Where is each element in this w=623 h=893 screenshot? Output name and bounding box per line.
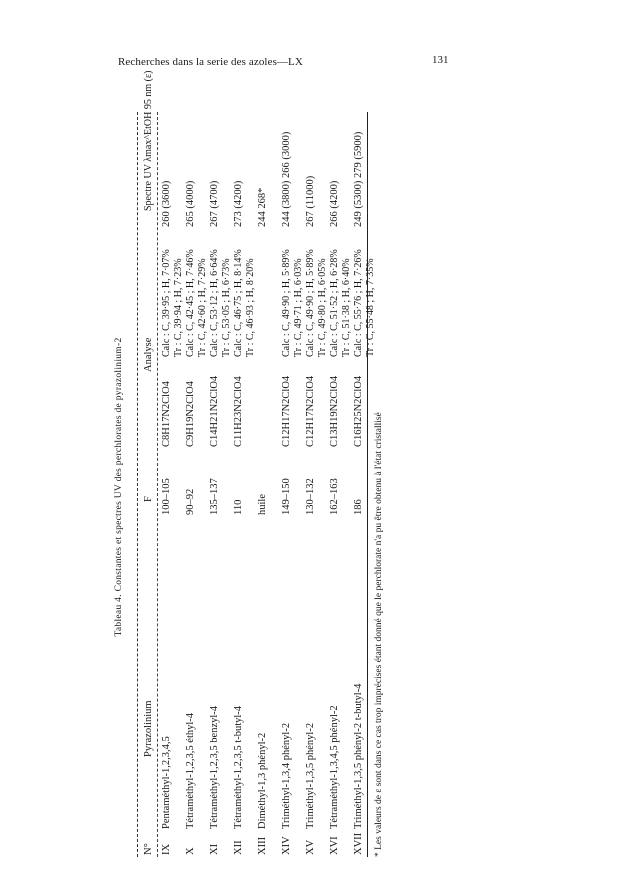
column-header-no: N° — [143, 843, 154, 855]
analysis-calc: Calc : C, 53·12 ; H, 6·64% — [209, 249, 220, 357]
uv-spectrum: 260 (3600) — [161, 180, 172, 227]
column-header-pyrazolinium: Pyrazolinium — [143, 700, 154, 757]
table-caption: Tableau 4. Constantes et spectres UV des perchlorates de pyrazolinium-2 — [114, 337, 124, 637]
analysis-found: Tr : C, 46·93 ; H, 8·20% — [244, 258, 256, 357]
table-body — [161, 97, 377, 877]
analysis — [185, 249, 208, 357]
melting-point: 130–132 — [305, 478, 316, 515]
analysis — [329, 249, 352, 357]
page-number: 131 — [432, 54, 449, 66]
melting-point: 90–92 — [185, 488, 196, 515]
molecular-formula: C12H17N2ClO4 — [305, 375, 316, 447]
melting-point: 100–105 — [161, 478, 172, 515]
compound-name: Triméthyl-1,3,4 phényl-2 — [281, 722, 292, 829]
molecular-formula: C14H21N2ClO4 — [209, 375, 220, 447]
analysis — [281, 249, 304, 357]
compound-name: Tétraméthyl-1,2,3,5 éthyl-4 — [185, 712, 196, 829]
compound-name: Tétraméthyl-1,2,3,5 benzyl-4 — [209, 705, 220, 829]
melting-point: 110 — [233, 499, 244, 515]
column-header-analyse: Analyse — [143, 337, 154, 372]
compound-number: XV — [305, 839, 316, 855]
compound-number: XII — [233, 840, 244, 855]
molecular-formula: C13H19N2ClO4 — [329, 375, 340, 447]
compound-name: Pentaméthyl-1,2,3,4,5 — [161, 736, 172, 829]
molecular-formula: C16H25N2ClO4 — [353, 375, 364, 447]
uv-spectrum: 273 (4200) — [233, 180, 244, 227]
analysis — [161, 249, 184, 357]
molecular-formula: C11H23N2ClO4 — [233, 376, 244, 447]
analysis — [233, 249, 256, 357]
molecular-formula: C8H17N2ClO4 — [161, 381, 172, 447]
table-row — [233, 97, 257, 877]
rotated-table — [99, 70, 399, 877]
compound-number: XIV — [281, 836, 292, 855]
analysis — [305, 249, 328, 357]
analysis-calc: Calc : C, 55·76 ; H, 7·26% — [353, 249, 364, 357]
compound-number: XIII — [257, 836, 268, 855]
melting-point: 186 — [353, 499, 364, 515]
compound-name: Triméthyl-1,3,5 phényl-2 t-butyl-4 — [353, 683, 364, 829]
running-title: Recherches dans la serie des azoles—LX — [118, 56, 303, 68]
table-header-rule — [157, 112, 158, 857]
table-row — [209, 97, 233, 877]
uv-spectrum: 267 (11000) — [305, 175, 316, 227]
analysis-found: Tr : C, 49·71 ; H, 6·03% — [292, 258, 304, 357]
analysis-calc: Calc : C, 46·75 ; H, 8·14% — [233, 249, 244, 357]
melting-point: 135–137 — [209, 478, 220, 515]
analysis-found: Tr : C, 49·80 ; H, 6·05% — [316, 258, 328, 357]
compound-number: X — [185, 847, 196, 855]
compound-name: Triméthyl-1,3,5 phényl-2 — [305, 722, 316, 829]
table-top-rule — [137, 112, 138, 857]
uv-spectrum: 244 268* — [257, 187, 268, 227]
table-row — [329, 97, 353, 877]
analysis-calc: Calc : C, 49·90 ; H, 5·89% — [281, 249, 292, 357]
compound-name: Tétraméthyl-1,3,4,5 phényl-2 — [329, 705, 340, 829]
compound-name: Diméthyl-1,3 phényl-2 — [257, 732, 268, 829]
table-row — [161, 97, 185, 877]
table-bottom-rule — [367, 112, 368, 857]
analysis-found: Tr : C, 39·94 ; H, 7·23% — [172, 258, 184, 357]
compound-name: Tétraméthyl-1,2,3,5 t-butyl-4 — [233, 705, 244, 829]
analysis-calc: Calc : C, 51·52 ; H, 6·28% — [329, 249, 340, 357]
uv-spectrum: 265 (4000) — [185, 180, 196, 227]
analysis-found: Tr : C, 51·38 ; H, 6·40% — [340, 258, 352, 357]
uv-spectrum: 244 (3800) 266 (3000) — [281, 131, 292, 227]
melting-point: huile — [257, 494, 268, 515]
analysis-found: Tr : C, 53·05 ; H, 6·73% — [220, 258, 232, 357]
analysis-found: Tr : C, 55·48 ; H, 7·35% — [364, 258, 376, 357]
column-header-f: F — [143, 496, 154, 502]
compound-number: XI — [209, 843, 220, 855]
uv-spectrum: 267 (4700) — [209, 180, 220, 227]
analysis — [209, 249, 232, 357]
page-header — [0, 50, 623, 70]
molecular-formula: C9H19N2ClO4 — [185, 381, 196, 447]
table-row — [305, 97, 329, 877]
column-header-spectre-uv: Spectre UV λmax^EtOH 95 nm (ε) — [143, 70, 154, 211]
uv-spectrum: 266 (4200) — [329, 180, 340, 227]
compound-number: XVII — [353, 832, 364, 855]
compound-number: XVI — [329, 836, 340, 855]
table-row — [281, 97, 305, 877]
molecular-formula: C12H17N2ClO4 — [281, 375, 292, 447]
melting-point: 162–163 — [329, 478, 340, 515]
table-row — [185, 97, 209, 877]
analysis-calc: Calc : C, 49·90 ; H, 5·89% — [305, 249, 316, 357]
table-row — [257, 97, 281, 877]
melting-point: 149–150 — [281, 478, 292, 515]
compound-number: IX — [161, 843, 172, 855]
table-footnote: * Les valeurs de ε sont dans ce cas trop imprécises étant donné que le perchlorate n'a pu être obtenu à l'état cristallisé — [374, 412, 384, 857]
uv-spectrum: 249 (5300) 279 (5900) — [353, 131, 364, 227]
analysis-found: Tr : C, 42·60 ; H, 7·29% — [196, 258, 208, 357]
analysis-calc: Calc : C, 39·95 ; H, 7·07% — [161, 249, 172, 357]
analysis-calc: Calc : C, 42·45 ; H, 7·46% — [185, 249, 196, 357]
